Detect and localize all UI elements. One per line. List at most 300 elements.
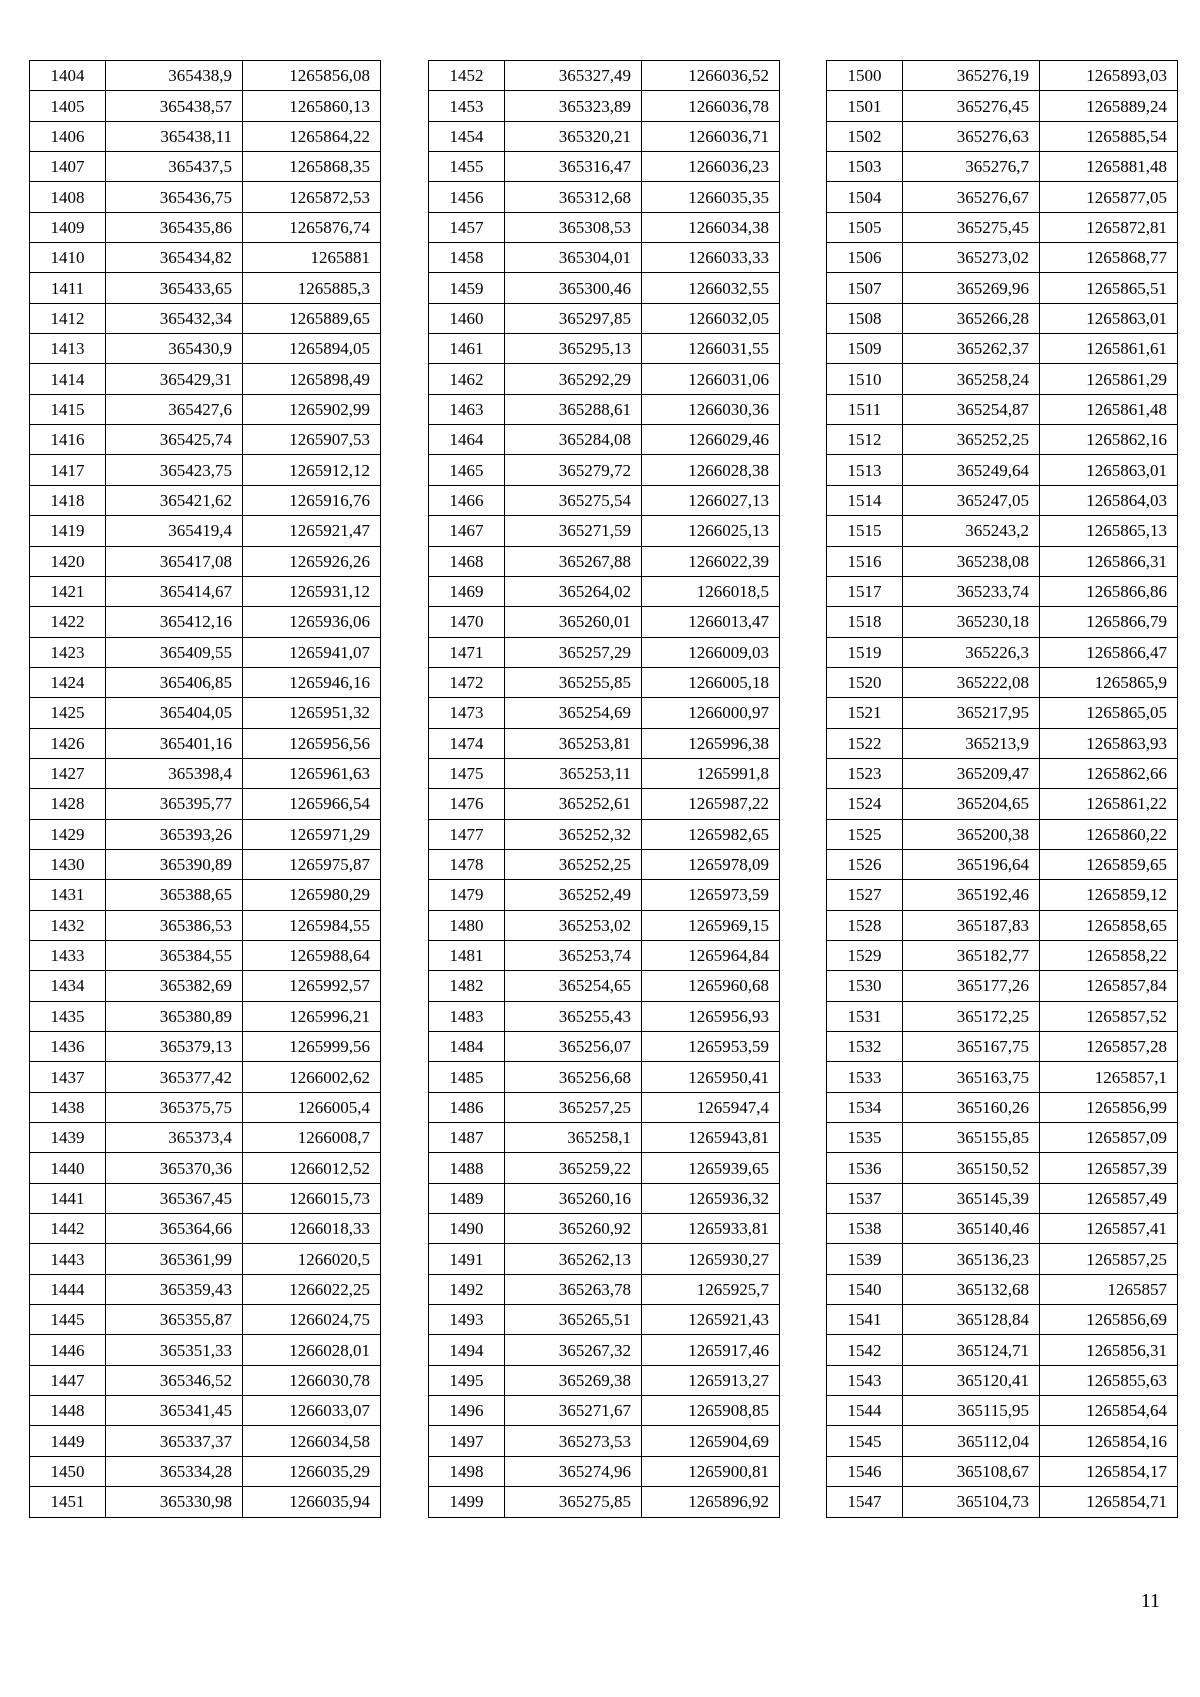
- x-coordinate-cell: 365253,11: [505, 758, 642, 788]
- point-number-cell: 1418: [30, 485, 106, 515]
- table-row: [30, 698, 381, 728]
- table-row: [827, 455, 1178, 485]
- point-number-cell: 1533: [827, 1062, 903, 1092]
- x-coordinate-cell: 365361,99: [106, 1244, 243, 1274]
- x-coordinate-cell: 365409,55: [106, 637, 243, 667]
- x-coordinate-cell: 365292,29: [505, 364, 642, 394]
- y-coordinate-cell: 1265916,76: [243, 485, 381, 515]
- x-coordinate-cell: 365327,49: [505, 61, 642, 91]
- y-coordinate-cell: 1266033,33: [642, 243, 780, 273]
- table-row: [429, 1062, 780, 1092]
- table-row: [429, 1183, 780, 1213]
- table-row: [30, 758, 381, 788]
- table-row: [429, 425, 780, 455]
- y-coordinate-cell: 1265889,65: [243, 303, 381, 333]
- y-coordinate-cell: 1265999,56: [243, 1032, 381, 1062]
- table-row: [827, 394, 1178, 424]
- point-number-cell: 1446: [30, 1335, 106, 1365]
- point-number-cell: 1497: [429, 1426, 505, 1456]
- table-row: [827, 212, 1178, 242]
- point-number-cell: 1421: [30, 576, 106, 606]
- table-row: [827, 1244, 1178, 1274]
- point-number-cell: 1484: [429, 1032, 505, 1062]
- point-number-cell: 1415: [30, 394, 106, 424]
- x-coordinate-cell: 365257,29: [505, 637, 642, 667]
- y-coordinate-cell: 1265931,12: [243, 576, 381, 606]
- point-number-cell: 1460: [429, 303, 505, 333]
- x-coordinate-cell: 365432,34: [106, 303, 243, 333]
- x-coordinate-cell: 365252,49: [505, 880, 642, 910]
- y-coordinate-cell: 1265858,65: [1040, 910, 1178, 940]
- table-row: [429, 1153, 780, 1183]
- point-number-cell: 1500: [827, 61, 903, 91]
- point-number-cell: 1546: [827, 1456, 903, 1486]
- x-coordinate-cell: 365260,01: [505, 607, 642, 637]
- y-coordinate-cell: 1265885,3: [243, 273, 381, 303]
- y-coordinate-cell: 1265941,07: [243, 637, 381, 667]
- x-coordinate-cell: 365273,53: [505, 1426, 642, 1456]
- y-coordinate-cell: 1265984,55: [243, 910, 381, 940]
- y-coordinate-cell: 1266005,4: [243, 1092, 381, 1122]
- x-coordinate-cell: 365273,02: [903, 243, 1040, 273]
- point-number-cell: 1486: [429, 1092, 505, 1122]
- table-row: [827, 1123, 1178, 1153]
- point-number-cell: 1507: [827, 273, 903, 303]
- table-row: [429, 1365, 780, 1395]
- x-coordinate-cell: 365346,52: [106, 1365, 243, 1395]
- x-coordinate-cell: 365217,95: [903, 698, 1040, 728]
- point-number-cell: 1450: [30, 1456, 106, 1486]
- table-row: [429, 1426, 780, 1456]
- point-number-cell: 1452: [429, 61, 505, 91]
- point-number-cell: 1437: [30, 1062, 106, 1092]
- point-number-cell: 1456: [429, 182, 505, 212]
- table-row: [827, 1092, 1178, 1122]
- y-coordinate-cell: 1265864,22: [243, 121, 381, 151]
- point-number-cell: 1489: [429, 1183, 505, 1213]
- y-coordinate-cell: 1265862,16: [1040, 425, 1178, 455]
- table-row: [429, 394, 780, 424]
- x-coordinate-cell: 365438,9: [106, 61, 243, 91]
- point-number-cell: 1443: [30, 1244, 106, 1274]
- y-coordinate-cell: 1265881: [243, 243, 381, 273]
- table-row: [30, 425, 381, 455]
- point-number-cell: 1481: [429, 940, 505, 970]
- point-number-cell: 1510: [827, 364, 903, 394]
- y-coordinate-cell: 1265857: [1040, 1274, 1178, 1304]
- x-coordinate-cell: 365438,57: [106, 91, 243, 121]
- y-coordinate-cell: 1265858,22: [1040, 940, 1178, 970]
- x-coordinate-cell: 365255,43: [505, 1001, 642, 1031]
- table-row: [30, 971, 381, 1001]
- table-row: [30, 182, 381, 212]
- table-row: [30, 1153, 381, 1183]
- table-row: [30, 940, 381, 970]
- table-row: [827, 516, 1178, 546]
- y-coordinate-cell: 1265866,79: [1040, 607, 1178, 637]
- y-coordinate-cell: 1265966,54: [243, 789, 381, 819]
- table-row: [429, 1244, 780, 1274]
- table-row: [429, 364, 780, 394]
- table-row: [30, 637, 381, 667]
- y-coordinate-cell: 1265861,22: [1040, 789, 1178, 819]
- y-coordinate-cell: 1265857,49: [1040, 1183, 1178, 1213]
- table-row: [429, 334, 780, 364]
- x-coordinate-cell: 365260,16: [505, 1183, 642, 1213]
- y-coordinate-cell: 1265898,49: [243, 364, 381, 394]
- point-number-cell: 1543: [827, 1365, 903, 1395]
- y-coordinate-cell: 1266036,52: [642, 61, 780, 91]
- y-coordinate-cell: 1265860,22: [1040, 819, 1178, 849]
- y-coordinate-cell: 1265900,81: [642, 1456, 780, 1486]
- point-number-cell: 1455: [429, 152, 505, 182]
- point-number-cell: 1416: [30, 425, 106, 455]
- table-row: [827, 1001, 1178, 1031]
- x-coordinate-cell: 365252,25: [505, 849, 642, 879]
- table-row: [827, 1062, 1178, 1092]
- point-number-cell: 1433: [30, 940, 106, 970]
- table-row: [827, 1153, 1178, 1183]
- x-coordinate-cell: 365274,96: [505, 1456, 642, 1486]
- x-coordinate-cell: 365388,65: [106, 880, 243, 910]
- point-number-cell: 1458: [429, 243, 505, 273]
- y-coordinate-cell: 1265865,05: [1040, 698, 1178, 728]
- y-coordinate-cell: 1265936,32: [642, 1183, 780, 1213]
- point-number-cell: 1517: [827, 576, 903, 606]
- coordinates-table-3: [826, 60, 1178, 1518]
- coordinates-table-body: [429, 61, 780, 1518]
- point-number-cell: 1519: [827, 637, 903, 667]
- table-row: [429, 1123, 780, 1153]
- x-coordinate-cell: 365425,74: [106, 425, 243, 455]
- table-row: [827, 1183, 1178, 1213]
- x-coordinate-cell: 365351,33: [106, 1335, 243, 1365]
- point-number-cell: 1524: [827, 789, 903, 819]
- table-row: [827, 910, 1178, 940]
- x-coordinate-cell: 365279,72: [505, 455, 642, 485]
- x-coordinate-cell: 365266,28: [903, 303, 1040, 333]
- y-coordinate-cell: 1266031,06: [642, 364, 780, 394]
- x-coordinate-cell: 365430,9: [106, 334, 243, 364]
- y-coordinate-cell: 1266036,23: [642, 152, 780, 182]
- x-coordinate-cell: 365373,4: [106, 1123, 243, 1153]
- table-row: [429, 1274, 780, 1304]
- table-row: [429, 152, 780, 182]
- x-coordinate-cell: 365429,31: [106, 364, 243, 394]
- y-coordinate-cell: 1265856,08: [243, 61, 381, 91]
- x-coordinate-cell: 365370,36: [106, 1153, 243, 1183]
- table-row: [30, 455, 381, 485]
- x-coordinate-cell: 365222,08: [903, 667, 1040, 697]
- point-number-cell: 1424: [30, 667, 106, 697]
- point-number-cell: 1542: [827, 1335, 903, 1365]
- x-coordinate-cell: 365258,1: [505, 1123, 642, 1153]
- point-number-cell: 1496: [429, 1396, 505, 1426]
- table-row: [827, 182, 1178, 212]
- y-coordinate-cell: 1265861,48: [1040, 394, 1178, 424]
- point-number-cell: 1525: [827, 819, 903, 849]
- table-row: [30, 273, 381, 303]
- point-number-cell: 1499: [429, 1487, 505, 1517]
- table-row: [30, 819, 381, 849]
- y-coordinate-cell: 1265857,09: [1040, 1123, 1178, 1153]
- x-coordinate-cell: 365124,71: [903, 1335, 1040, 1365]
- y-coordinate-cell: 1265947,4: [642, 1092, 780, 1122]
- point-number-cell: 1506: [827, 243, 903, 273]
- x-coordinate-cell: 365382,69: [106, 971, 243, 1001]
- y-coordinate-cell: 1265961,63: [243, 758, 381, 788]
- table-row: [827, 1487, 1178, 1517]
- x-coordinate-cell: 365427,6: [106, 394, 243, 424]
- table-row: [429, 667, 780, 697]
- x-coordinate-cell: 365401,16: [106, 728, 243, 758]
- y-coordinate-cell: 1265951,32: [243, 698, 381, 728]
- y-coordinate-cell: 1266028,01: [243, 1335, 381, 1365]
- x-coordinate-cell: 365423,75: [106, 455, 243, 485]
- table-row: [429, 516, 780, 546]
- y-coordinate-cell: 1265921,47: [243, 516, 381, 546]
- x-coordinate-cell: 365108,67: [903, 1456, 1040, 1486]
- x-coordinate-cell: 365259,22: [505, 1153, 642, 1183]
- point-number-cell: 1478: [429, 849, 505, 879]
- table-row: [30, 1335, 381, 1365]
- point-number-cell: 1482: [429, 971, 505, 1001]
- table-row: [827, 698, 1178, 728]
- x-coordinate-cell: 365275,54: [505, 485, 642, 515]
- x-coordinate-cell: 365253,81: [505, 728, 642, 758]
- coordinates-table-1: [29, 60, 381, 1518]
- table-row: [429, 1032, 780, 1062]
- x-coordinate-cell: 365308,53: [505, 212, 642, 242]
- point-number-cell: 1538: [827, 1214, 903, 1244]
- y-coordinate-cell: 1265896,92: [642, 1487, 780, 1517]
- table-row: [827, 1032, 1178, 1062]
- y-coordinate-cell: 1265863,01: [1040, 455, 1178, 485]
- table-row: [30, 1244, 381, 1274]
- table-row: [30, 364, 381, 394]
- y-coordinate-cell: 1265917,46: [642, 1335, 780, 1365]
- point-number-cell: 1505: [827, 212, 903, 242]
- table-row: [827, 1335, 1178, 1365]
- y-coordinate-cell: 1265902,99: [243, 394, 381, 424]
- y-coordinate-cell: 1265894,05: [243, 334, 381, 364]
- y-coordinate-cell: 1265964,84: [642, 940, 780, 970]
- table-row: [30, 728, 381, 758]
- point-number-cell: 1518: [827, 607, 903, 637]
- y-coordinate-cell: 1265889,24: [1040, 91, 1178, 121]
- table-row: [827, 243, 1178, 273]
- table-row: [30, 576, 381, 606]
- x-coordinate-cell: 365367,45: [106, 1183, 243, 1213]
- table-row: [30, 1032, 381, 1062]
- x-coordinate-cell: 365136,23: [903, 1244, 1040, 1274]
- table-row: [827, 334, 1178, 364]
- coordinates-table-2: [428, 60, 780, 1518]
- y-coordinate-cell: 1266012,52: [243, 1153, 381, 1183]
- x-coordinate-cell: 365252,61: [505, 789, 642, 819]
- y-coordinate-cell: 1265904,69: [642, 1426, 780, 1456]
- point-number-cell: 1541: [827, 1305, 903, 1335]
- point-number-cell: 1405: [30, 91, 106, 121]
- point-number-cell: 1511: [827, 394, 903, 424]
- table-row: [30, 1487, 381, 1517]
- table-row: [30, 789, 381, 819]
- y-coordinate-cell: 1265953,59: [642, 1032, 780, 1062]
- y-coordinate-cell: 1265988,64: [243, 940, 381, 970]
- point-number-cell: 1431: [30, 880, 106, 910]
- y-coordinate-cell: 1266022,39: [642, 546, 780, 576]
- table-row: [30, 485, 381, 515]
- y-coordinate-cell: 1266034,38: [642, 212, 780, 242]
- x-coordinate-cell: 365433,65: [106, 273, 243, 303]
- point-number-cell: 1441: [30, 1183, 106, 1213]
- y-coordinate-cell: 1265991,8: [642, 758, 780, 788]
- y-coordinate-cell: 1265855,63: [1040, 1365, 1178, 1395]
- x-coordinate-cell: 365112,04: [903, 1426, 1040, 1456]
- x-coordinate-cell: 365419,4: [106, 516, 243, 546]
- point-number-cell: 1462: [429, 364, 505, 394]
- y-coordinate-cell: 1265876,74: [243, 212, 381, 242]
- y-coordinate-cell: 1265857,52: [1040, 1001, 1178, 1031]
- x-coordinate-cell: 365276,67: [903, 182, 1040, 212]
- y-coordinate-cell: 1266028,38: [642, 455, 780, 485]
- table-row: [827, 971, 1178, 1001]
- point-number-cell: 1509: [827, 334, 903, 364]
- y-coordinate-cell: 1265872,53: [243, 182, 381, 212]
- x-coordinate-cell: 365300,46: [505, 273, 642, 303]
- x-coordinate-cell: 365434,82: [106, 243, 243, 273]
- x-coordinate-cell: 365316,47: [505, 152, 642, 182]
- point-number-cell: 1447: [30, 1365, 106, 1395]
- table-row: [429, 1214, 780, 1244]
- x-coordinate-cell: 365379,13: [106, 1032, 243, 1062]
- table-row: [429, 1092, 780, 1122]
- y-coordinate-cell: 1265925,7: [642, 1274, 780, 1304]
- table-row: [429, 1305, 780, 1335]
- point-number-cell: 1535: [827, 1123, 903, 1153]
- y-coordinate-cell: 1265982,65: [642, 819, 780, 849]
- x-coordinate-cell: 365438,11: [106, 121, 243, 151]
- point-number-cell: 1530: [827, 971, 903, 1001]
- x-coordinate-cell: 365304,01: [505, 243, 642, 273]
- point-number-cell: 1477: [429, 819, 505, 849]
- point-number-cell: 1425: [30, 698, 106, 728]
- y-coordinate-cell: 1266035,35: [642, 182, 780, 212]
- point-number-cell: 1466: [429, 485, 505, 515]
- point-number-cell: 1414: [30, 364, 106, 394]
- table-row: [30, 1456, 381, 1486]
- x-coordinate-cell: 365255,85: [505, 667, 642, 697]
- table-row: [429, 880, 780, 910]
- point-number-cell: 1502: [827, 121, 903, 151]
- x-coordinate-cell: 365254,87: [903, 394, 1040, 424]
- x-coordinate-cell: 365406,85: [106, 667, 243, 697]
- x-coordinate-cell: 365271,67: [505, 1396, 642, 1426]
- x-coordinate-cell: 365258,24: [903, 364, 1040, 394]
- point-number-cell: 1479: [429, 880, 505, 910]
- x-coordinate-cell: 365182,77: [903, 940, 1040, 970]
- point-number-cell: 1454: [429, 121, 505, 151]
- table-row: [827, 121, 1178, 151]
- table-row: [827, 91, 1178, 121]
- x-coordinate-cell: 365375,75: [106, 1092, 243, 1122]
- y-coordinate-cell: 1265872,81: [1040, 212, 1178, 242]
- point-number-cell: 1492: [429, 1274, 505, 1304]
- point-number-cell: 1475: [429, 758, 505, 788]
- x-coordinate-cell: 365395,77: [106, 789, 243, 819]
- point-number-cell: 1480: [429, 910, 505, 940]
- y-coordinate-cell: 1265877,05: [1040, 182, 1178, 212]
- table-row: [30, 1396, 381, 1426]
- y-coordinate-cell: 1265913,27: [642, 1365, 780, 1395]
- y-coordinate-cell: 1265868,77: [1040, 243, 1178, 273]
- point-number-cell: 1494: [429, 1335, 505, 1365]
- table-row: [827, 728, 1178, 758]
- x-coordinate-cell: 365288,61: [505, 394, 642, 424]
- x-coordinate-cell: 365323,89: [505, 91, 642, 121]
- x-coordinate-cell: 365150,52: [903, 1153, 1040, 1183]
- point-number-cell: 1528: [827, 910, 903, 940]
- y-coordinate-cell: 1266033,07: [243, 1396, 381, 1426]
- x-coordinate-cell: 365398,4: [106, 758, 243, 788]
- x-coordinate-cell: 365230,18: [903, 607, 1040, 637]
- point-number-cell: 1435: [30, 1001, 106, 1031]
- point-number-cell: 1501: [827, 91, 903, 121]
- x-coordinate-cell: 365295,13: [505, 334, 642, 364]
- y-coordinate-cell: 1265907,53: [243, 425, 381, 455]
- table-row: [827, 364, 1178, 394]
- y-coordinate-cell: 1265956,56: [243, 728, 381, 758]
- point-number-cell: 1432: [30, 910, 106, 940]
- point-number-cell: 1426: [30, 728, 106, 758]
- point-number-cell: 1420: [30, 546, 106, 576]
- point-number-cell: 1422: [30, 607, 106, 637]
- x-coordinate-cell: 365284,08: [505, 425, 642, 455]
- point-number-cell: 1521: [827, 698, 903, 728]
- y-coordinate-cell: 1265854,16: [1040, 1426, 1178, 1456]
- y-coordinate-cell: 1265939,65: [642, 1153, 780, 1183]
- point-number-cell: 1527: [827, 880, 903, 910]
- table-row: [827, 485, 1178, 515]
- table-row: [429, 819, 780, 849]
- y-coordinate-cell: 1265908,85: [642, 1396, 780, 1426]
- table-row: [30, 303, 381, 333]
- x-coordinate-cell: 365275,45: [903, 212, 1040, 242]
- table-row: [827, 1456, 1178, 1486]
- point-number-cell: 1408: [30, 182, 106, 212]
- point-number-cell: 1529: [827, 940, 903, 970]
- y-coordinate-cell: 1265996,21: [243, 1001, 381, 1031]
- y-coordinate-cell: 1265863,01: [1040, 303, 1178, 333]
- y-coordinate-cell: 1265992,57: [243, 971, 381, 1001]
- y-coordinate-cell: 1266032,05: [642, 303, 780, 333]
- x-coordinate-cell: 365275,85: [505, 1487, 642, 1517]
- point-number-cell: 1493: [429, 1305, 505, 1335]
- y-coordinate-cell: 1265854,71: [1040, 1487, 1178, 1517]
- y-coordinate-cell: 1266036,78: [642, 91, 780, 121]
- y-coordinate-cell: 1265854,17: [1040, 1456, 1178, 1486]
- y-coordinate-cell: 1265980,29: [243, 880, 381, 910]
- y-coordinate-cell: 1266002,62: [243, 1062, 381, 1092]
- y-coordinate-cell: 1266031,55: [642, 334, 780, 364]
- x-coordinate-cell: 365115,95: [903, 1396, 1040, 1426]
- x-coordinate-cell: 365414,67: [106, 576, 243, 606]
- point-number-cell: 1526: [827, 849, 903, 879]
- coordinates-table-body: [30, 61, 381, 1518]
- point-number-cell: 1453: [429, 91, 505, 121]
- table-row: [30, 1092, 381, 1122]
- table-row: [429, 971, 780, 1001]
